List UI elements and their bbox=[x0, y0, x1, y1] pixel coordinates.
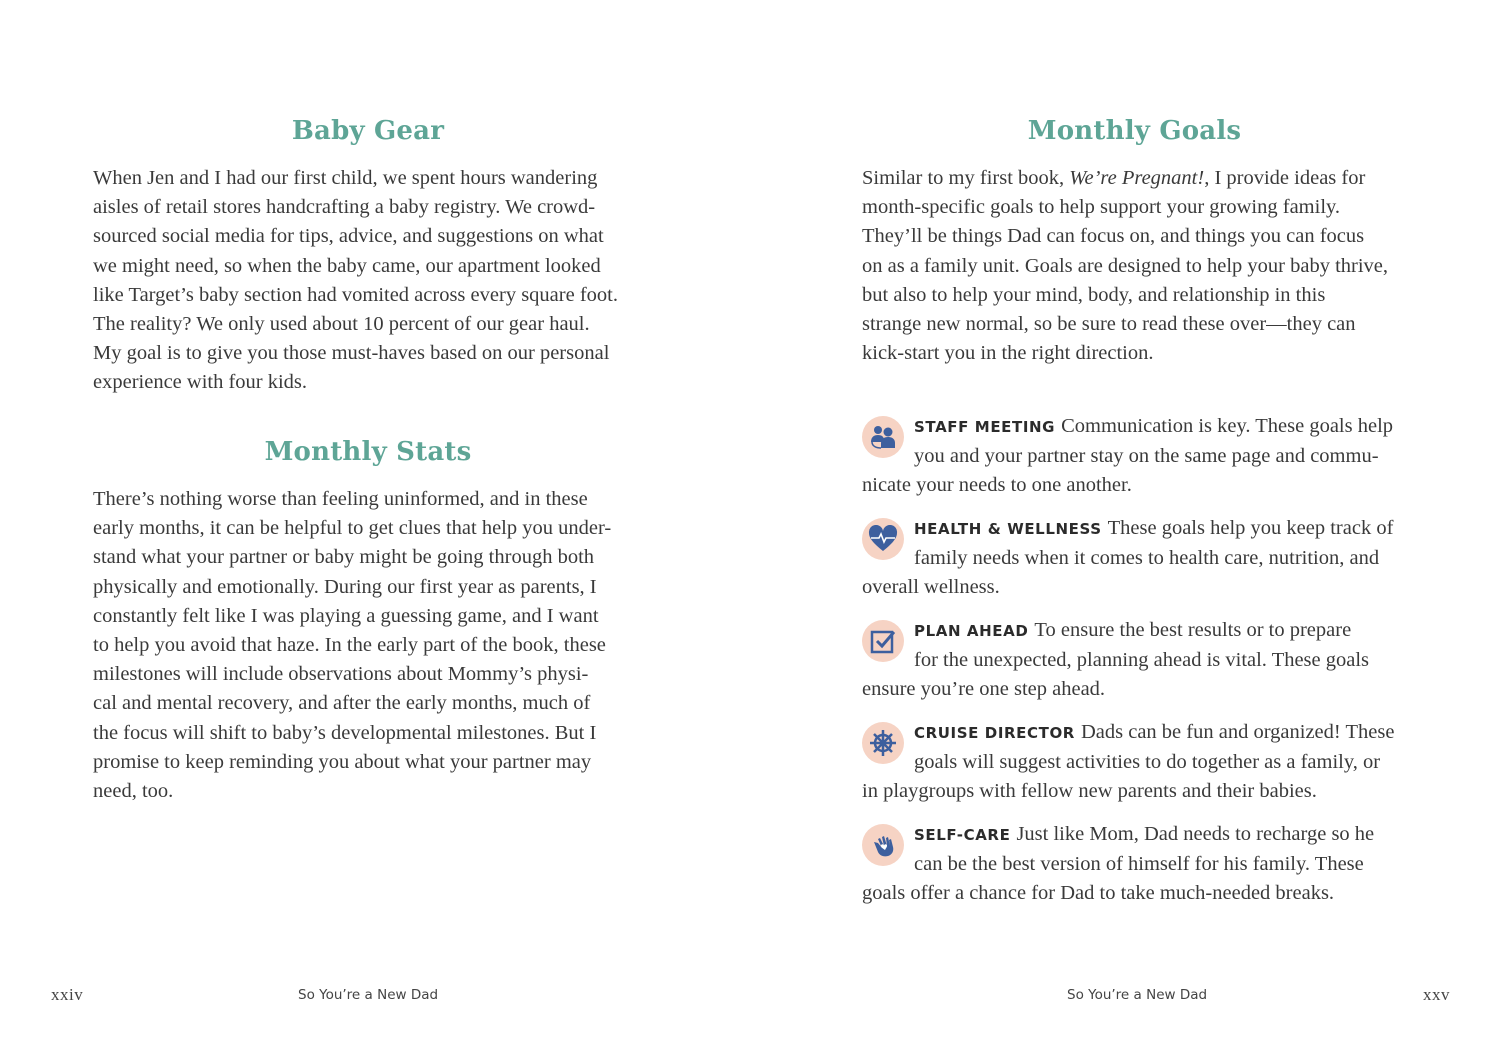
baby-gear-heading: Baby Gear bbox=[291, 116, 445, 146]
goal-text: Just like Mom, Dad needs to recharge so he bbox=[1016, 823, 1375, 845]
intro-first-line bbox=[862, 164, 1407, 193]
page-number-left: xxiv bbox=[51, 985, 84, 1004]
intro-lines bbox=[862, 193, 1407, 368]
text-line: month-specific goals to help support your growing family. bbox=[862, 196, 1341, 219]
goal-line: ensure you’re one step ahead. bbox=[862, 678, 1106, 701]
text-line: the focus will shift to baby’s developmental milestones. But I bbox=[93, 721, 597, 744]
text-line: aisles of retail stores handcrafting a baby registry. We crowd- bbox=[93, 196, 596, 219]
running-title-left: So You’re a New Dad bbox=[298, 987, 439, 1003]
text-line: we might need, so when the baby came, our apartment looked bbox=[93, 254, 601, 277]
text-line: early months, it can be helpful to get clues that help you under- bbox=[93, 517, 612, 540]
baby-gear-text bbox=[93, 164, 643, 398]
page-number-right: xxv bbox=[1423, 985, 1450, 1004]
hand-heart-icon bbox=[862, 824, 904, 866]
monthly-stats-text bbox=[93, 485, 643, 806]
text-line: There’s nothing worse than feeling uninformed, and in these bbox=[93, 488, 588, 510]
goal-item-health-wellness bbox=[862, 514, 1407, 603]
goal-item-staff-meeting bbox=[862, 412, 1407, 501]
goal-label: SELF-CARE bbox=[914, 826, 1011, 844]
text-line: The reality? We only used about 10 percent of our gear haul. bbox=[93, 313, 590, 336]
goal-line: nicate your needs to one another. bbox=[862, 474, 1132, 497]
monthly-goals-text bbox=[862, 164, 1407, 368]
text-line: sourced social media for tips, advice, and suggestions on what bbox=[93, 225, 604, 248]
monthly-goals-heading: Monthly Goals bbox=[1027, 116, 1242, 146]
goal-line bbox=[862, 718, 1407, 748]
monthly-stats-heading: Monthly Stats bbox=[264, 437, 472, 467]
goal-line: overall wellness. bbox=[862, 576, 1000, 599]
book-title: We’re Pregnant! bbox=[1069, 167, 1205, 189]
goal-item-cruise-director bbox=[862, 718, 1407, 807]
heart-pulse-icon bbox=[862, 518, 904, 560]
goal-label: HEALTH & WELLNESS bbox=[914, 520, 1102, 538]
text-line: kick-start you in the right direction. bbox=[862, 342, 1154, 365]
goal-label: PLAN AHEAD bbox=[914, 622, 1029, 640]
running-title-right: So You’re a New Dad bbox=[1067, 987, 1208, 1003]
people-icon bbox=[862, 416, 904, 458]
goal-label: STAFF MEETING bbox=[914, 418, 1056, 436]
goal-text: These goals help you keep track of bbox=[1107, 517, 1394, 539]
goal-item-self-care bbox=[862, 820, 1407, 909]
text-line: cal and mental recovery, and after the early months, much of bbox=[93, 692, 591, 715]
checklist-icon bbox=[862, 620, 904, 662]
goal-line: can be the best version of himself for his family. These bbox=[914, 853, 1364, 876]
goal-line bbox=[862, 820, 1407, 850]
goal-line: you and your partner stay on the same page and commu- bbox=[914, 445, 1379, 468]
goal-line: goals will suggest activities to do together as a family, or bbox=[914, 751, 1381, 774]
goal-line bbox=[862, 412, 1407, 442]
goal-line: in playgroups with fellow new parents and their babies. bbox=[862, 780, 1317, 803]
text-line: like Target’s baby section had vomited across every square foot. bbox=[93, 283, 618, 306]
goal-text: Communication is key. These goals help bbox=[1061, 415, 1394, 437]
text-line: experience with four kids. bbox=[93, 371, 308, 394]
goal-item-plan-ahead bbox=[862, 616, 1407, 705]
ship-wheel-icon bbox=[862, 722, 904, 764]
text-line: milestones will include observations about Mommy’s physi- bbox=[93, 663, 589, 686]
goal-label: CRUISE DIRECTOR bbox=[914, 724, 1075, 742]
text-line: constantly felt like I was playing a guessing game, and I want bbox=[93, 604, 599, 627]
goal-line bbox=[862, 616, 1407, 646]
text-line: but also to help your mind, body, and relationship in this bbox=[862, 283, 1326, 306]
goal-line bbox=[862, 514, 1407, 544]
intro-text: , I provide ideas for bbox=[1204, 167, 1366, 189]
text-line: to help you avoid that haze. In the early part of the book, these bbox=[93, 634, 606, 657]
text-line: promise to keep reminding you about what your partner may bbox=[93, 750, 592, 773]
text-line: They’ll be things Dad can focus on, and things you can focus bbox=[862, 225, 1365, 248]
text-line: stand what your partner or baby might be going through both bbox=[93, 546, 595, 569]
text-line: physically and emotionally. During our first year as parents, I bbox=[93, 575, 597, 598]
text-line: need, too. bbox=[93, 780, 174, 803]
goal-line: for the unexpected, planning ahead is vital. These goals bbox=[914, 649, 1370, 672]
goal-line: goals offer a chance for Dad to take much-needed breaks. bbox=[862, 882, 1335, 905]
goal-line: family needs when it comes to health care, nutrition, and bbox=[914, 547, 1380, 570]
text-line: My goal is to give you those must-haves based on our personal bbox=[93, 342, 610, 365]
intro-text: Similar to my first book, bbox=[862, 167, 1070, 189]
text-line: When Jen and I had our first child, we spent hours wandering bbox=[93, 167, 598, 189]
goal-text: Dads can be fun and organized! These bbox=[1080, 721, 1395, 743]
text-line: strange new normal, so be sure to read these over—they can bbox=[862, 313, 1356, 336]
text-line: on as a family unit. Goals are designed to help your baby thrive, bbox=[862, 254, 1389, 277]
goal-text: To ensure the best results or to prepare bbox=[1034, 619, 1352, 641]
